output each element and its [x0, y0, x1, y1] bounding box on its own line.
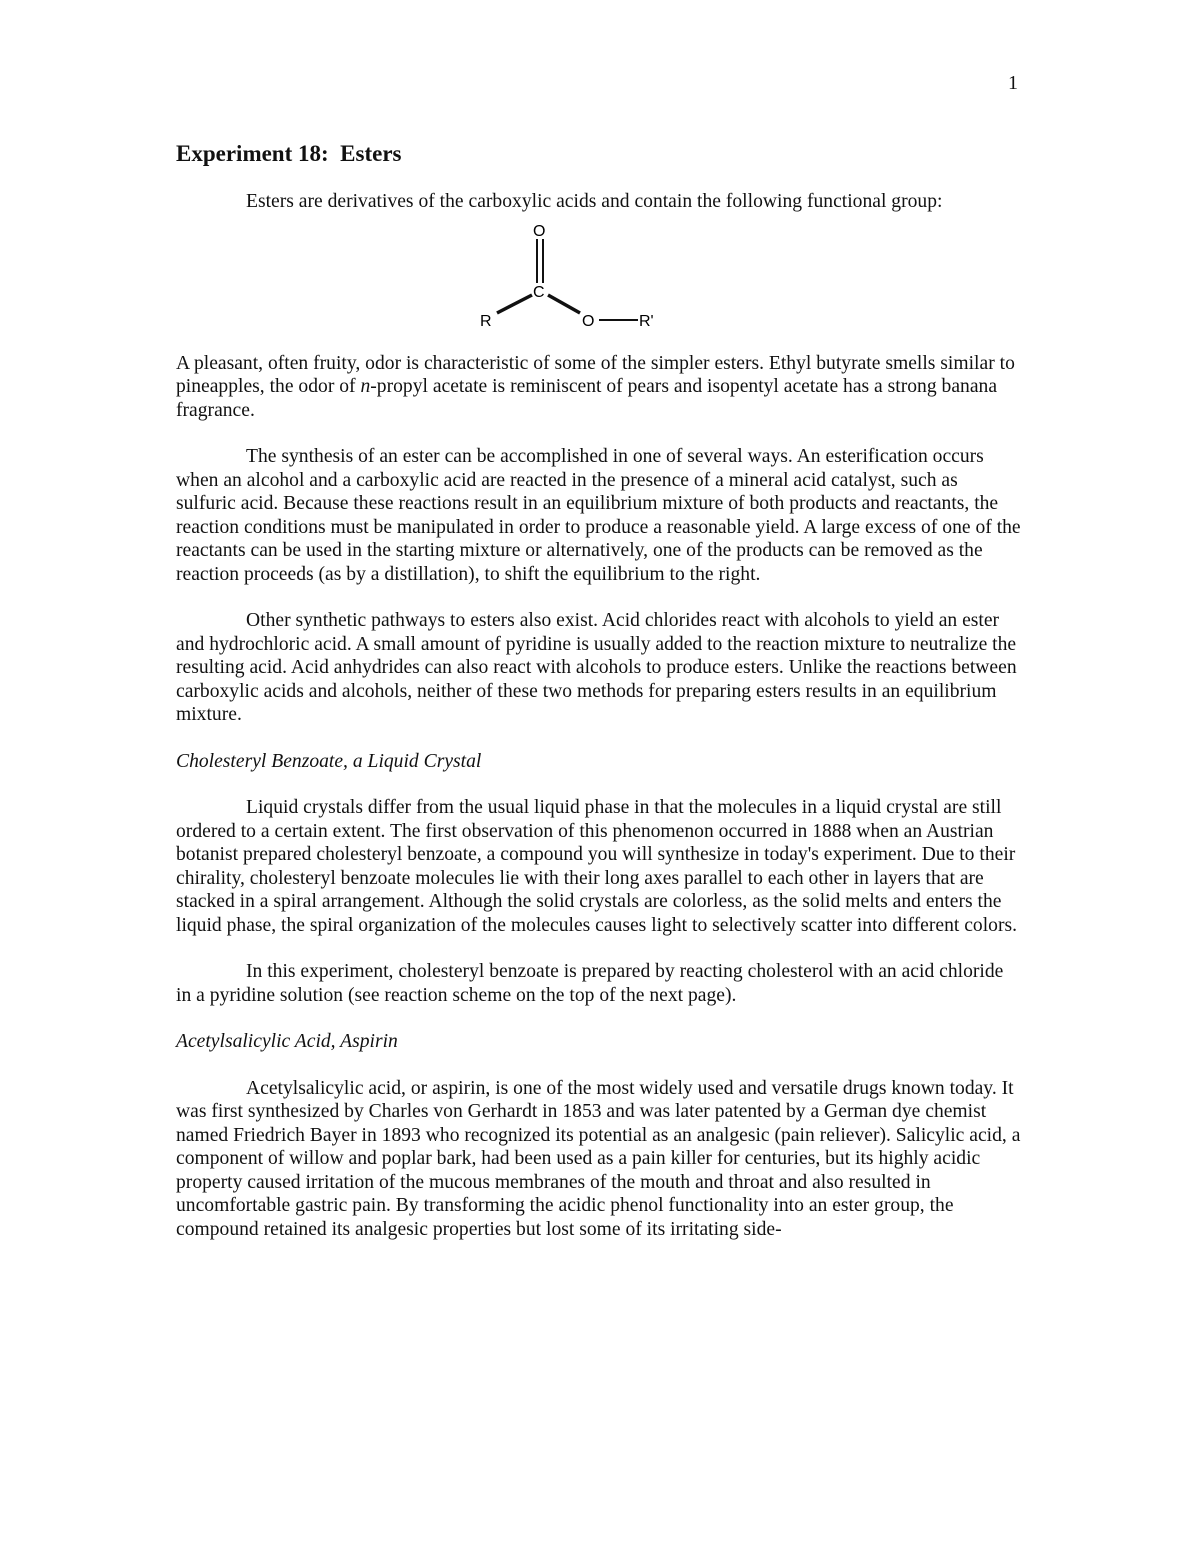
- atom-r-group: R: [480, 312, 492, 330]
- experiment-paragraph: In this experiment, cholesteryl benzoate is prepared by reacting cholesterol with an acid chloride in a pyridine solution (see reaction scheme on the top of the next page).: [176, 961, 1004, 1006]
- atom-r-prime-group: R': [639, 312, 654, 330]
- r-carbon-bond: [497, 295, 532, 313]
- odor-italic-prefix: n: [360, 376, 371, 397]
- atom-ester-oxygen: O: [582, 312, 595, 330]
- section-heading-cholesteryl-benzoate: Cholesteryl Benzoate, a Liquid Crystal: [176, 750, 482, 772]
- pathways-paragraph: Other synthetic pathways to esters also exist. Acid chlorides react with alcohols to yield an ester and hydrochloric acid. A small amount of pyridine is usually added to the reaction mixture to neutralize the resulting acid. Acid anhydrides can also react with alcohols to produce esters. Unlike the reactions between carboxylic acids and alcohols, neither of these two methods for preparing esters results in an equilibrium mixture.: [176, 610, 1017, 725]
- ester-structure-diagram: [472, 216, 732, 336]
- intro-paragraph: Esters are derivatives of the carboxylic acids and contain the following functional group:: [246, 191, 943, 212]
- section-heading-aspirin: Acetylsalicylic Acid, Aspirin: [176, 1031, 398, 1052]
- liquid-crystal-paragraph: Liquid crystals differ from the usual liquid phase in that the molecules in a liquid crystal are still ordered to a certain extent. The first observation of this phenomenon occurred in 1888 when an Austrian botanist prepared cholesteryl benzoate, a compound you will synthesize in today's experiment. Due to their chirality, cholesteryl benzoate molecules lie with their long axes parallel to each other in layers that are stacked in a spiral arrangement. Although the solid crystals are colorless, as the solid melts and enters the liquid phase, the spiral organization of the molecules causes light to selectively scatter into different colors.: [176, 797, 1018, 936]
- carbon-oxygen-bond: [548, 295, 580, 313]
- aspirin-paragraph: Acetylsalicylic acid, or aspirin, is one of the most widely used and versatile drugs known today. It was first synthesized by Charles von Gerhardt in 1853 and was later patented by a German dye chemist named Friedrich Bayer in 1893 who recognized its potential as an analgesic (pain reliever). Salicylic acid, a component of willow and poplar bark, had been used as a pain killer for centuries, but its highly acidic property caused irritation of the mucous membranes of the mouth and throat and also resulted in uncomfortable gastric pain. By transforming the acidic phenol functionality into an ester group, the compound retained its analgesic properties but lost some of its irritating side-: [176, 1077, 1021, 1240]
- page-number: 1: [1008, 72, 1018, 94]
- odor-text-part1: A pleasant, often fruity, odor is characteristic of some of the simpler esters. Ethyl butyrate smells similar to pineapples, the odor of: [176, 352, 1015, 397]
- atom-carbonyl-oxygen: O: [533, 222, 546, 240]
- ester-functional-group-structure: [176, 216, 1022, 336]
- odor-paragraph: [176, 352, 1022, 423]
- synthesis-paragraph: The synthesis of an ester can be accomplished in one of several ways. An esterification occurs when an alcohol and a carboxylic acid are reacted in the presence of a mineral acid catalyst, such as sulfuric acid. Because these reactions result in an equilibrium mixture of both products and reactants, the reaction conditions must be manipulated in order to produce a reasonable yield. A large excess of one of the reactants can be used in the starting mixture or alternatively, one of the products can be removed as the reaction proceeds (as by a distillation), to shift the equilibrium to the right.: [176, 446, 1021, 585]
- title-name: Esters: [340, 141, 402, 166]
- odor-text-part2: -propyl acetate is reminiscent of pears and isopentyl acetate has a strong banana fragrance.: [176, 376, 998, 421]
- page-title: [176, 140, 1022, 168]
- page-content: [176, 140, 1022, 1241]
- atom-carbon: C: [533, 283, 545, 301]
- title-prefix: Experiment 18:: [176, 141, 329, 166]
